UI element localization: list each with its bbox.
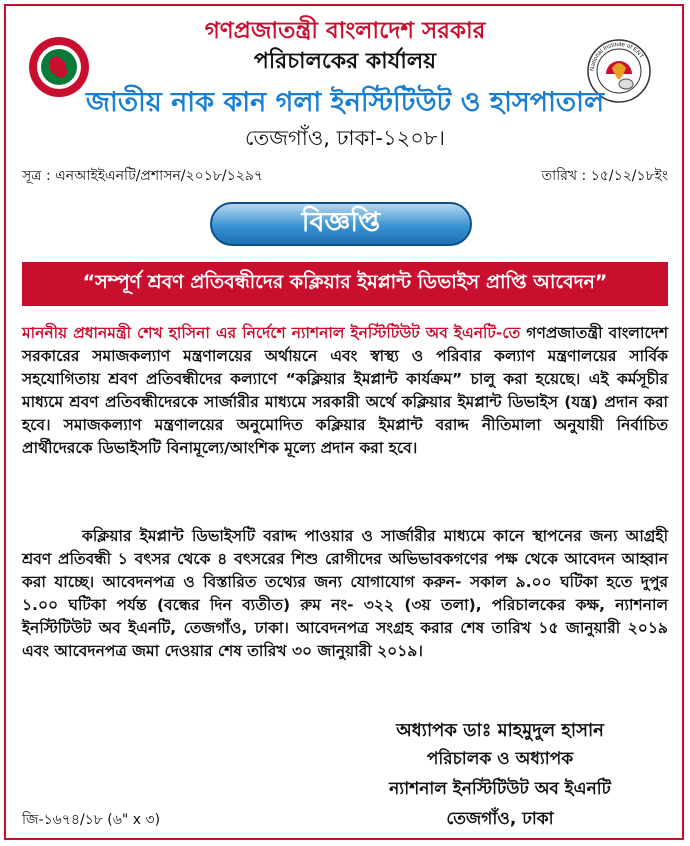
body-paragraph-1-highlight: মাননীয় প্রধানমন্ত্রী শেখ হাসিনা এর নির্দেশে ন্যাশনাল ইনস্টিটিউট অব ইএনটি-তে bbox=[22, 324, 521, 342]
office-title: পরিচালকের কার্যালয় bbox=[253, 49, 437, 74]
body-paragraph-1 bbox=[22, 322, 668, 460]
body-paragraph-1-text: গণপ্রজাতন্ত্রী বাংলাদেশ সরকারের সমাজকল্যাণ মন্ত্রণালয়ের অর্থায়নে এবং স্বাস্থ্য ও পরিবার কল্যাণ মন্ত্রণালয়ের সার্বিক সহযোগিতায় শ্রবণ প্রতিবন্ধীদের কল্যাণে “কক্লিয়ার ইমপ্লান্ট কার্যক্রম” চালু করা হয়েছে। এই কর্মসূচীর মাধ্যমে শ্রবণ প্রতিবন্ধীদেরকে সার্জারীর মাধ্যমে সরকারী অর্থে কক্লিয়ার ইমপ্লান্ট ডিভাইস (যন্ত্র) প্রদান করা হবে। সমাজকল্যাণ মন্ত্রণালয়ের অনুমোদিত কক্লিয়ার ইমপ্লান্ট বরাদ্দ নীতিমালা অনুযায়ী নির্বাচিত প্রার্থীদেরকে ডিভাইসটি বিনামূল্যে/আংশিক মূল্যে প্রদান করা হবে। bbox=[22, 324, 669, 457]
government-title: গণপ্রজাতন্ত্রী বাংলাদেশ সরকার bbox=[204, 18, 486, 44]
institute-address: তেজগাঁও, ঢাকা-১২০৮। bbox=[244, 126, 446, 150]
ent-logo-text: National Institute of ENT bbox=[589, 41, 645, 72]
reference-number: সূত্র : এনআইইএনটি/প্রশাসন/২০১৮/১২৯৭ bbox=[22, 168, 263, 184]
notice-headline-banner: “সম্পূর্ণ শ্রবণ প্রতিবন্ধীদের কক্লিয়ার ইমপ্লান্ট ডিভাইস প্রাপ্তি আবেদন” bbox=[22, 262, 668, 306]
institute-title: জাতীয় নাক কান গলা ইনস্টিটিউট ও হাসপাতাল bbox=[85, 87, 605, 118]
signatory-designation: পরিচালক ও অধ্যাপক bbox=[426, 749, 574, 769]
notice-label: বিজ্ঞপ্তি bbox=[210, 202, 472, 246]
signatory-place: তেজগাঁও, ঢাকা bbox=[446, 809, 554, 829]
advertisement-code: জি-১৬৭৪/১৮ (৬" x ৩) bbox=[22, 812, 161, 828]
signatory-organization: ন্যাশনাল ইনস্টিটিউট অব ইএনটি bbox=[389, 779, 611, 799]
body-paragraph-2: কক্লিয়ার ইমপ্লান্ট ডিভাইসটি বরাদ্দ পাওয়ার ও সার্জারীর মাধ্যমে কানে স্থাপনের জন্য আগ্রহী শ্রবণ প্রতিবন্ধী ১ বৎসর থেকে ৪ বৎসরের শিশু রোগীদের অভিভাবকগণের পক্ষ থেকে আবেদন আহ্বান করা যাচ্ছে। আবেদনপত্র ও বিস্তারিত তথ্যের জন্য যোগাযোগ করুন- সকাল ৯.০০ ঘটিকা হতে দুপুর ১.০০ ঘটিকা পর্যন্ত (বন্ধের দিন ব্যতীত) রুম নং- ৩২২ (৩য় তলা), পরিচালকের কক্ষ, ন্যাশনাল ইনস্টিটিউট অব ইএনটি, তেজগাঁও, ঢাকা। আবেদনপত্র সংগ্রহ করার শেষ তারিখ ১৫ জানুয়ারী ২০১৯ এবং আবেদনপত্র জমা দেওয়ার শেষ তারিখ ৩০ জানুয়ারী ২০১৯। bbox=[22, 527, 668, 660]
notice-date: তারিখ : ১৫/১২/১৮ইং bbox=[541, 168, 668, 184]
signatory-name: অধ্যাপক ডাঃ মাহমুদুল হাসান bbox=[396, 720, 604, 741]
